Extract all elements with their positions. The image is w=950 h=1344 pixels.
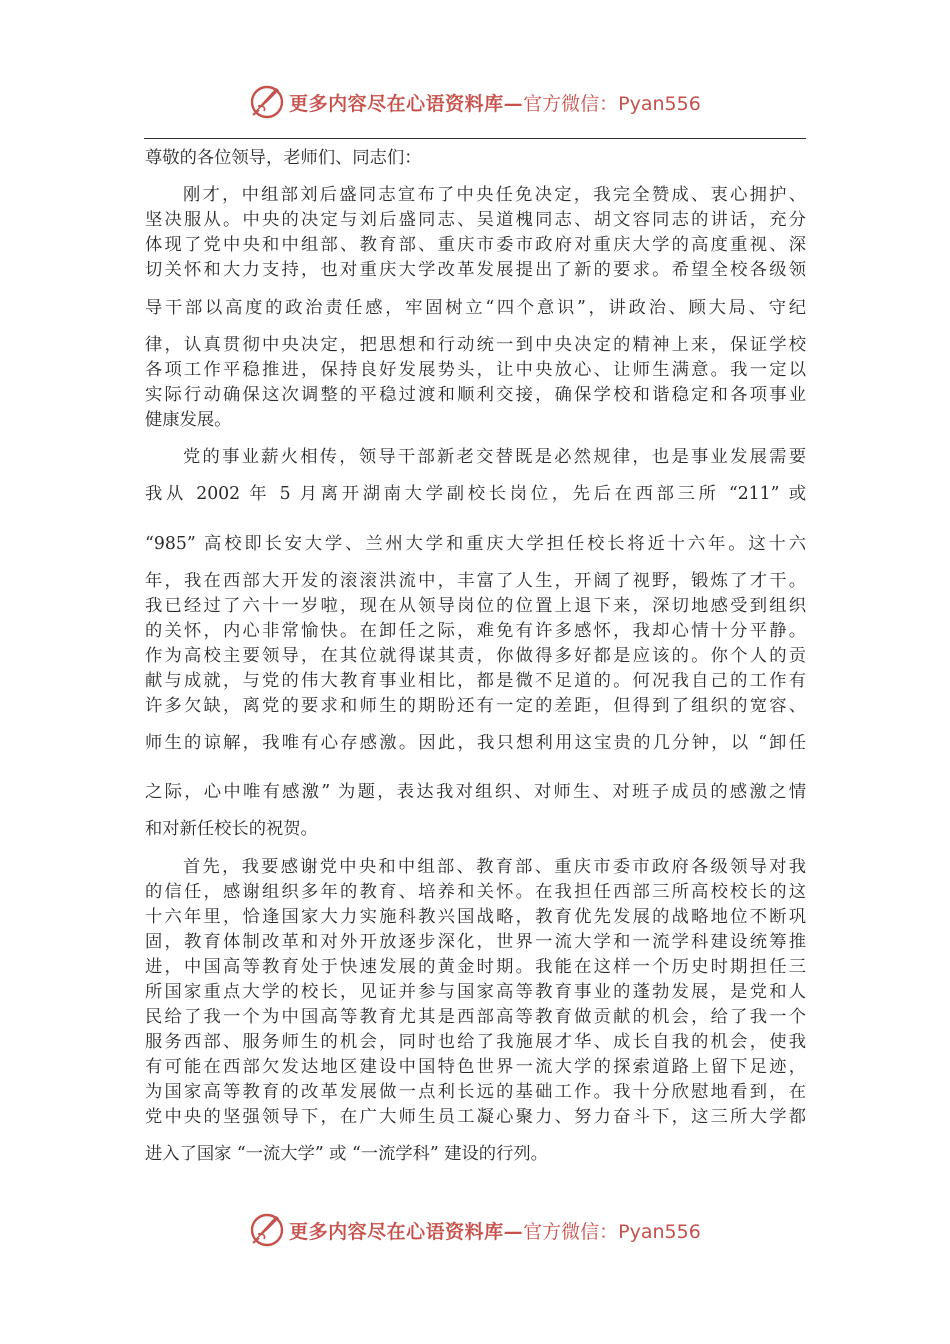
- text-line: 进，中国高等教育处于快速发展的黄金时期。我能在这样一个历史时期担任三: [145, 957, 806, 977]
- text-line: 许多欠缺，离党的要求和师生的期盼还有一定的差距，但得到了组织的宽容、: [145, 696, 806, 716]
- text-line: 的信任，感谢组织多年的教育、培养和关怀。在我担任西部三所高校校长的这: [145, 882, 806, 902]
- text-line: 健康发展。: [145, 410, 232, 430]
- header-divider: [144, 138, 806, 139]
- text-line: 十六年里，恰逢国家大力实施科教兴国战略，教育优先发展的战略地位不断巩: [145, 907, 806, 927]
- text-line: 尊敬的各位领导，老师们、同志们：: [145, 148, 422, 168]
- text-line: 年，我在西部大开发的滚滚洪流中，丰富了人生，开阔了视野，锻炼了才干。: [145, 571, 806, 591]
- text-line: 作为高校主要领导，在其位就得谋其责，你做得多好都是应该的。你个人的贡: [145, 646, 806, 666]
- text-line: 进入了国家 “一流大学” 或 “一流学科” 建设的行列。: [145, 1144, 548, 1164]
- text-line: 固，教育体制改革和对外开放逐步深化，世界一流大学和一流学科建设统筹推: [145, 932, 806, 952]
- text-line: 实际行动确保这次调整的平稳过渡和顺利交接，确保学校和谐稳定和各项事业: [145, 385, 806, 405]
- text-line: 服务西部、服务师生的机会，同时也给了我施展才华、成长自我的机会，使我: [145, 1032, 806, 1052]
- header-banner: [0, 82, 950, 122]
- text-line: 我已经过了六十一岁啦，现在从领导岗位的位置上退下来，深切地感受到组织: [145, 596, 806, 616]
- text-line: 体现了党中央和中组部、教育部、重庆市委市政府对重庆大学的高度重视、深: [145, 235, 806, 255]
- text-line: 切关怀和大力支持，也对重庆大学改革发展提出了新的要求。希望全校各级领: [145, 260, 806, 280]
- text-line: 和对新任校长的祝贺。: [145, 819, 318, 839]
- footer-wechat: 官方微信：Pyan556: [523, 1220, 701, 1243]
- text-line: 我从 2002 年 5 月离开湖南大学副校长岗位，先后在西部三所 “211” 或: [145, 484, 806, 504]
- text-line: 导干部以高度的政治责任感，牢固树立“四个意识”，讲政治、顾大局、守纪: [145, 298, 806, 318]
- text-line: 刚才，中组部刘后盛同志宣布了中央任免决定，我完全赞成、衷心拥护、: [183, 185, 806, 205]
- text-line: 首先，我要感谢党中央和中组部、教育部、重庆市委市政府各级领导对我: [183, 857, 806, 877]
- pen-logo-icon: [249, 84, 285, 120]
- header-wechat: 官方微信：Pyan556: [523, 92, 701, 115]
- header-slogan: 更多内容尽在心语资料库—: [289, 92, 524, 115]
- text-line: “985” 高校即长安大学、兰州大学和重庆大学担任校长将近十六年。这十六: [145, 534, 806, 554]
- text-line: 的关怀，内心非常愉快。在卸任之际，难免有许多感怀，我却心情十分平静。: [145, 621, 806, 641]
- text-line: 为国家高等教育的改革发展做一点利长远的基础工作。我十分欣慰地看到，在: [145, 1082, 806, 1102]
- text-line: 各项工作平稳推进，保持良好发展势头，让中央放心、让师生满意。我一定以: [145, 360, 806, 380]
- text-line: 坚决服从。中央的决定与刘后盛同志、吴道槐同志、胡文容同志的讲话，充分: [145, 210, 806, 230]
- text-line: 党的事业薪火相传，领导干部新老交替既是必然规律，也是事业发展需要: [183, 447, 806, 467]
- footer-banner: [0, 1210, 950, 1250]
- text-line: 师生的谅解，我唯有心存感激。因此，我只想利用这宝贵的几分钟，以 “卸任: [145, 733, 806, 753]
- footer-slogan: 更多内容尽在心语资料库—: [289, 1220, 524, 1243]
- text-line: 献与成就，与党的伟大教育事业相比，都是微不足道的。何况我自己的工作有: [145, 671, 806, 691]
- text-line: 有可能在西部欠发达地区建设中国特色世界一流大学的探索道路上留下足迹，: [145, 1057, 806, 1077]
- text-line: 律，认真贯彻中央决定，把思想和行动统一到中央决定的精神上来，保证学校: [145, 335, 806, 355]
- pen-logo-icon: [249, 1212, 285, 1248]
- text-line: 之际，心中唯有感激” 为题，表达我对组织、对师生、对班子成员的感激之情: [145, 782, 806, 802]
- text-line: 所国家重点大学的校长，见证并参与国家高等教育事业的蓬勃发展，是党和人: [145, 982, 806, 1002]
- text-line: 党中央的坚强领导下，在广大师生员工凝心聚力、努力奋斗下，这三所大学都: [145, 1107, 806, 1127]
- text-line: 民给了我一个为中国高等教育尤其是西部高等教育做贡献的机会，给了我一个: [145, 1007, 806, 1027]
